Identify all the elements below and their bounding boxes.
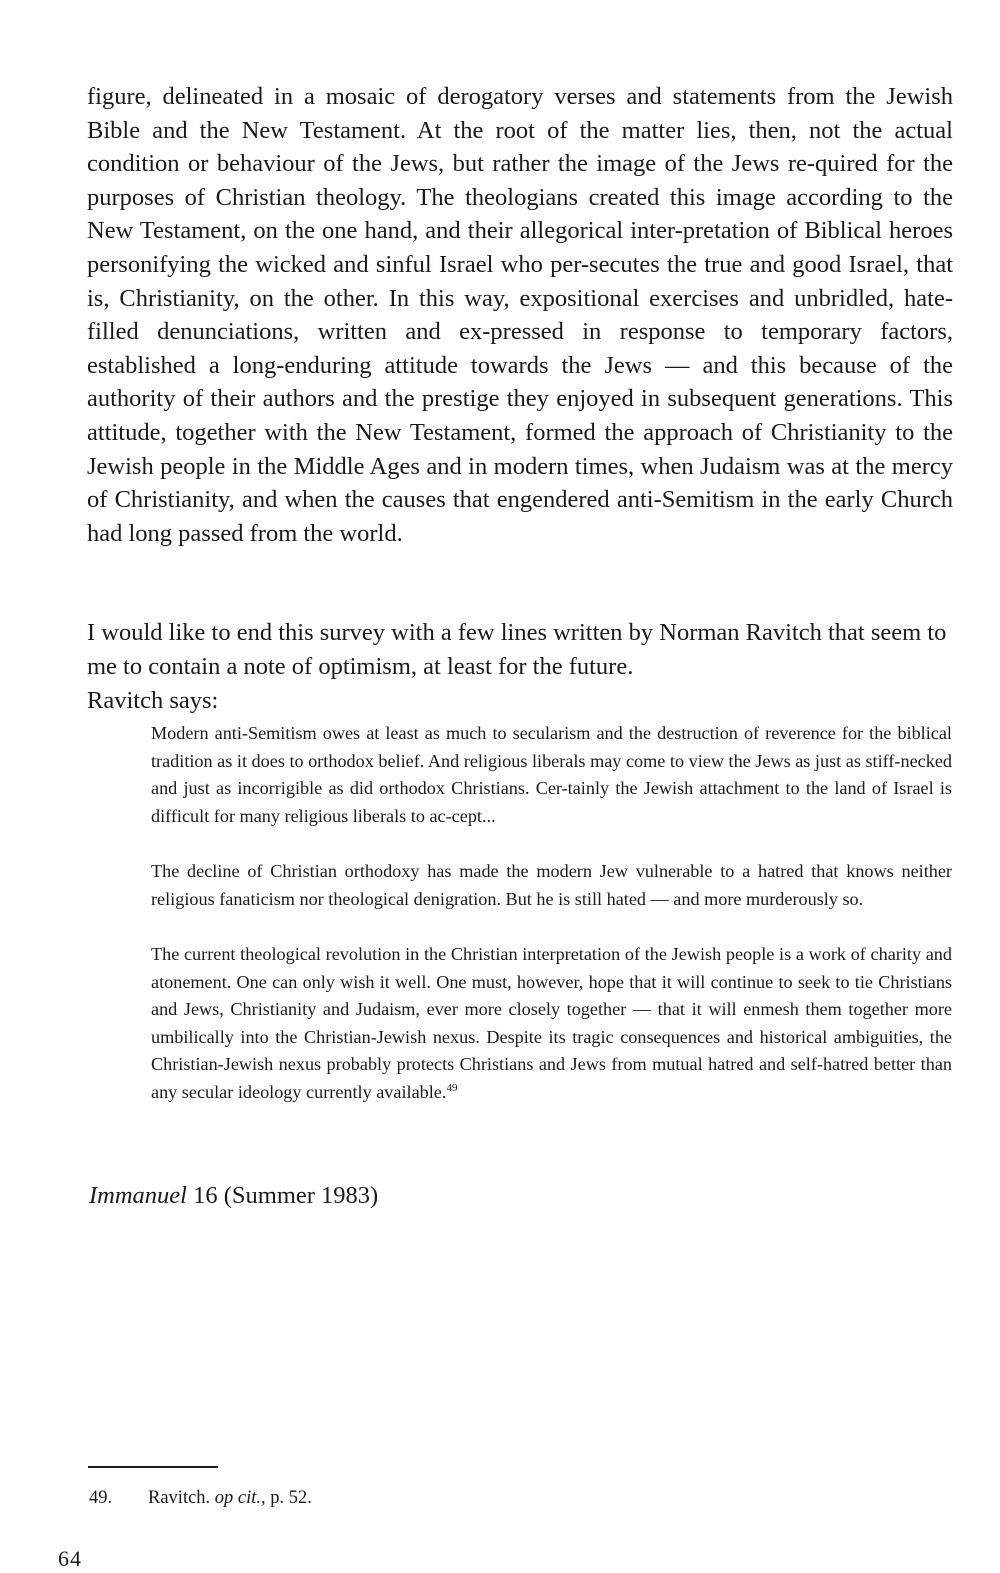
footnote-number: 49. [89, 1488, 113, 1508]
source-citation [89, 1180, 378, 1212]
block-quote-paragraph-1: Modern anti-Semitism owes at least as much to secularism and the destruction of reverence for the biblical tradition as it does to orthodox belief. And religious liberals may come to view the Jews as just as stiff-necked and just as incorrigible as did orthodox Christians. Cer-tainly the Jewish attachment to the land of Israel is difficult for many religious liberals to ac-cept... [151, 723, 952, 826]
block-quote-paragraph-3-text: The current theological revolution in the Christian interpretation of the Jewish people is a work of charity and atonement. One can only wish it well. One must, however, hope that it will continue to seek to tie Christians and Jews, Christianity and Judaism, ever more closely together — that it will enmesh them together more umbilically into the Christian-Jewish nexus. Despite its tragic consequences and historical ambiguities, the Christian-Jewish nexus probably protects Christians and Jews from mutual hatred and self-hatred better than any secular ideology currently available. [151, 944, 952, 1102]
quote-intro: Ravitch says: [87, 687, 219, 714]
block-quote-paragraph-3 [151, 941, 952, 1107]
body-paragraph-1: figure, delineated in a mosaic of derogatory verses and statements from the Jewish Bible and the New Testament. At the root of the matter lies, then, not the actual condition or behaviour of the Jews, but rather the image of the Jews re-quired for the purposes of Christian theology. The theologians created this image according to the New Testament, on the one hand, and their allegorical inter-pretation of Biblical heroes personifying the wicked and sinful Israel who per-secutes the true and good Israel, that is, Christianity, on the other. In this way, expositional exercises and unbridled, hate-filled denunciations, written and ex-pressed in response to temporary factors, established a long-enduring attitude towards the Jews — and this because of the authority of their authors and the prestige they enjoyed in subsequent generations. This attitude, together with the New Testament, formed the approach of Christianity to the Jewish people in the Middle Ages and in modern times, when Judaism was at the mercy of Christianity, and when the causes that engendered anti-Semitism in the early Church had long passed from the world. [87, 83, 953, 547]
footnote-page: , p. 52. [261, 1488, 312, 1508]
footnote [89, 1486, 312, 1510]
journal-title: Immanuel [89, 1182, 187, 1209]
footnote-reference[interactable]: 49 [446, 1081, 458, 1094]
footnote-ref: op cit. [214, 1488, 262, 1508]
body-paragraph-2: I would like to end this survey with a few lines written by Norman Ravitch that seem to me to contain a note of optimism, at least for the future. [87, 619, 947, 680]
footnote-divider [88, 1466, 218, 1468]
footnote-author: Ravitch. [148, 1488, 211, 1508]
page-number: 64 [58, 1546, 82, 1571]
journal-issue: 16 (Summer 1983) [193, 1182, 379, 1209]
block-quote-paragraph-2: The decline of Christian orthodoxy has made the modern Jew vulnerable to a hatred that knows neither religious fanaticism nor theological denigration. But he is still hated — and more murderously so. [151, 861, 952, 909]
